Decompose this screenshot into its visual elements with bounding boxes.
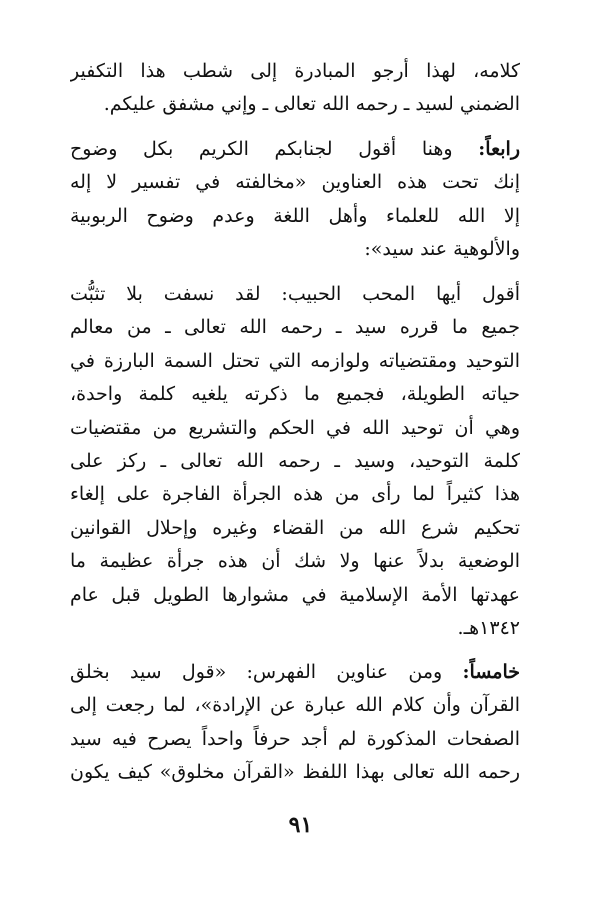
text-line: كلامه، لهذا أرجو المبادرة إلى شطب هذا التكفير — [70, 60, 520, 82]
paragraph-2 — [70, 133, 520, 267]
text-line — [70, 133, 520, 166]
text-line: الصفحات المذكورة لم أجد حرفاً واحداً يصرح فيه سيد — [70, 727, 520, 750]
text-line: القرآن وأن كلام الله عبارة عن الإرادة»، لما رجعت إلى — [70, 694, 520, 717]
text-line: حياته الطويلة، فجميع ما ذكرته يلغيه كلمة واحدة، — [70, 383, 520, 406]
text-line-segment: وهنا أقول لجنابكم الكريم بكل وضوح — [70, 138, 453, 160]
text-line: جميع ما قرره سيد ـ رحمه الله تعالى ـ من معالم — [70, 316, 520, 339]
text-line: رحمه الله تعالى بهذا اللفظ «القرآن مخلوق» كيف يكون — [70, 761, 520, 784]
text-line: وهي أن توحيد الله في الحكم والتشريع من مقتضيات — [70, 416, 520, 439]
text-line: عهدتها الأمة الإسلامية في مشوارها الطويل قبل عام — [70, 583, 520, 606]
paragraph-lead-label: خامساً: — [462, 661, 520, 683]
paragraph-1 — [70, 55, 520, 122]
paragraph-lead-label: رابعاً: — [478, 138, 520, 160]
text-line: الوضعية بدلاً عنها ولا شك أن هذه جرأة عظيمة ما — [70, 550, 520, 573]
paragraph-4 — [70, 656, 520, 790]
text-line: الضمني لسيد ـ رحمه الله تعالى ـ وإني مشفق عليكم. — [103, 93, 520, 116]
paragraph-3 — [70, 278, 520, 645]
text-line: والألوهية عند سيد»: — [364, 238, 520, 261]
text-line: أقول أيها المحب الحبيب: لقد نسفت بلا تثبُّت — [70, 283, 520, 305]
text-line: إنك تحت هذه العناوين «مخالفته في تفسير لا إله — [70, 171, 520, 194]
text-line: تحكيم شرع الله من القضاء وغيره وإحلال القوانين — [70, 516, 520, 539]
text-line-segment: ومن عناوين الفهرس: «قول سيد بخلق — [70, 661, 443, 683]
text-line: كلمة التوحيد، وسيد ـ رحمه الله تعالى ـ ركز على — [70, 449, 520, 472]
text-line: هذا كثيراً لما رأى من هذه الجرأة الفاجرة على إلغاء — [70, 483, 520, 506]
page-number: ٩١ — [288, 812, 313, 838]
text-line: ١٣٤٢هـ. — [457, 616, 520, 639]
text-line — [70, 656, 520, 689]
text-line: إلا الله للعلماء وأهل اللغة وعدم وضوح الربوبية — [70, 204, 520, 227]
text-line: التوحيد ومقتضياته ولوازمه التي تحتل السمة البارزة في — [70, 349, 520, 372]
